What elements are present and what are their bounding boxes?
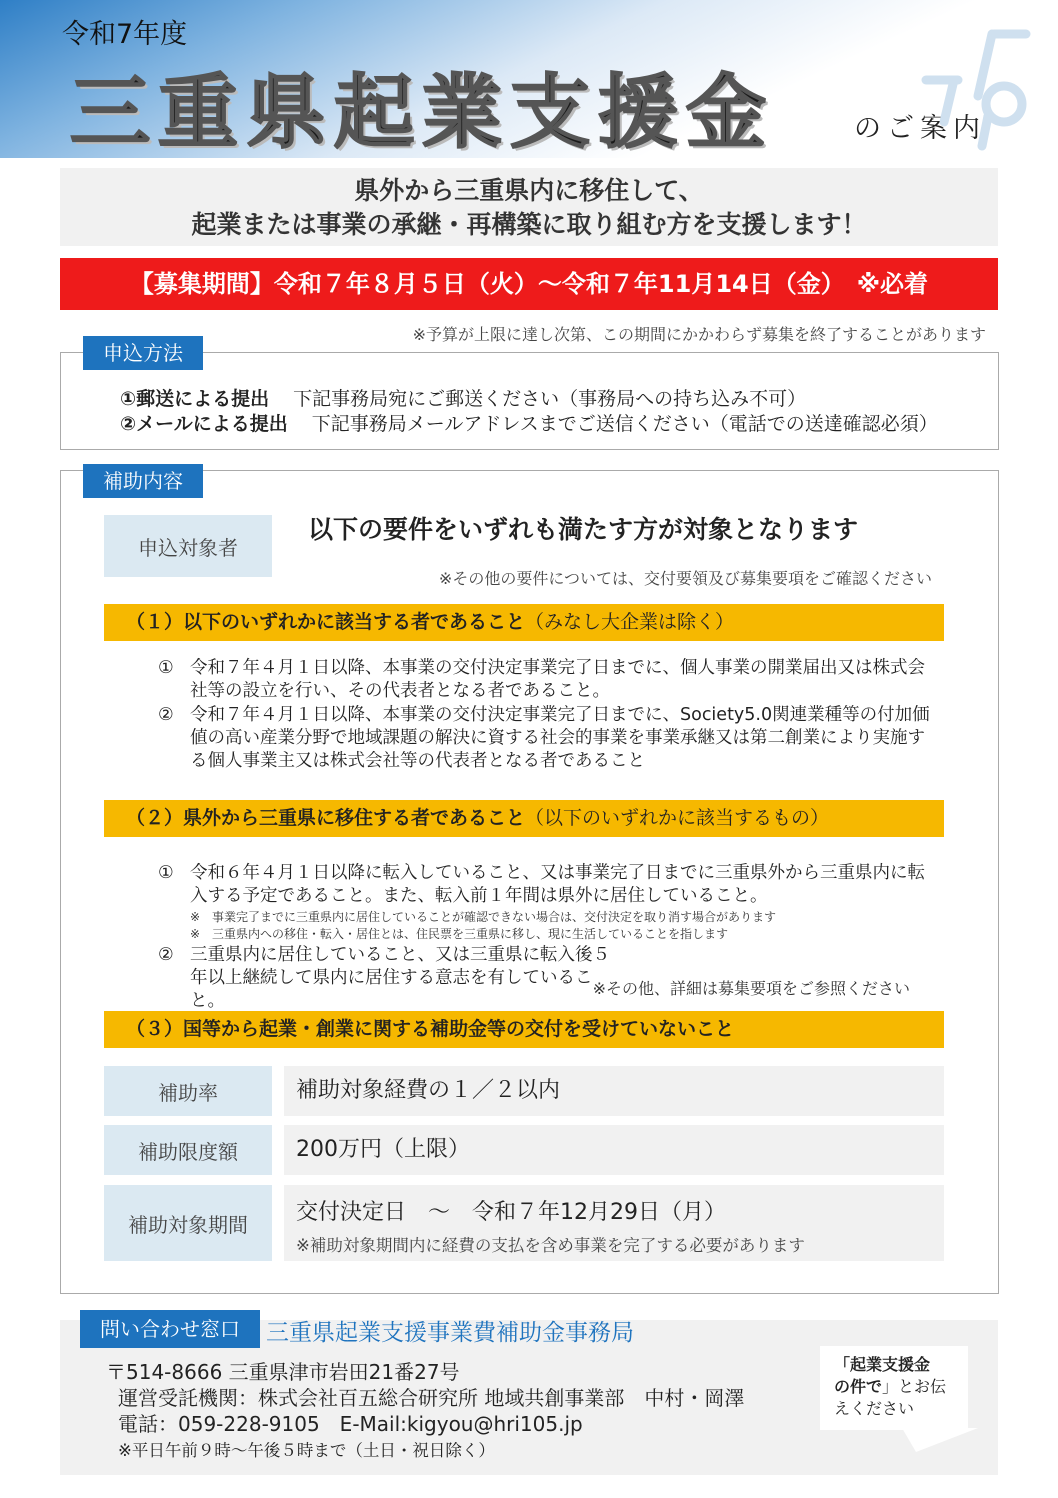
item-number: ② bbox=[158, 945, 174, 965]
apply-method-tab: 申込方法 bbox=[83, 336, 203, 370]
contact-office-name: 三重県起業支援事業費補助金事務局 bbox=[266, 1320, 634, 1346]
apply-method-text: 下記事務局メールアドレスまでご送信ください（電話での送達確認必須） bbox=[311, 413, 938, 435]
period-note: ※予算が上限に達し次第、この期間にかかわらず募集を終了することがあります bbox=[412, 325, 986, 344]
bubble-text-3: 」とお伝 bbox=[882, 1377, 947, 1396]
item-number: ① bbox=[158, 863, 174, 883]
subsidy-term-dates: 交付決定日 ～ 令和７年12月29日（月） bbox=[296, 1200, 726, 1225]
lead-message bbox=[60, 168, 998, 246]
bubble-text-4: えください bbox=[834, 1399, 915, 1418]
apply-method-text: 下記事務局宛にご郵送ください（事務局への持ち込み不可） bbox=[293, 388, 807, 410]
list-item bbox=[158, 862, 938, 908]
subsidy-term-value bbox=[284, 1185, 944, 1261]
apply-method-email bbox=[120, 409, 938, 436]
bubble-text-1: 「起業支援金 bbox=[834, 1355, 931, 1374]
contact-address: 〒514-8666 三重県津市岩田21番27号 bbox=[106, 1360, 460, 1384]
item-text: 令和７年４月１日以降、本事業の交付決定事業完了日までに、個人事業の開業届出又は株式会社等の設立を行い、その代表者となる者であること。 bbox=[190, 658, 925, 701]
contact-hours: ※平日午前９時～午後５時まで（土日・祝日除く） bbox=[118, 1441, 495, 1460]
subsidy-rate-label: 補助率 bbox=[104, 1066, 272, 1116]
subsidy-term-note: ※補助対象期間内に経費の支払を含め事業を完了する必要があります bbox=[296, 1236, 805, 1255]
item-text: 三重県内に居住していること、又は三重県に転入後５年以上継続して県内に居住する意志を有していること。 bbox=[190, 945, 610, 1011]
requirement-note: （以下のいずれかに該当するもの） bbox=[525, 807, 830, 829]
speech-bubble bbox=[820, 1346, 968, 1430]
apply-method-label: ①郵送による提出 bbox=[120, 388, 270, 410]
requirement-bold: （２）県外から三重県に移住する者であること bbox=[126, 807, 526, 829]
apply-method-mail bbox=[120, 384, 806, 411]
residence-note-1: ※ 事業完了までに三重県内に居住していることが確認できない場合は、交付決定を取り消す場合があります bbox=[190, 910, 777, 924]
item-text: 令和７年４月１日以降、本事業の交付決定事業完了日までに、Society5.0関連業種等の付加価値の高い産業分野で地域課題の解決に資する社会的事業を事業承継又は第二創業により実施する個人事業主又は株式会社等の代表者となる者であること bbox=[190, 705, 930, 771]
contact-operator: 運営受託機関：株式会社百五総合研究所 地域共創事業部 中村・岡澤 bbox=[118, 1386, 745, 1410]
target-note: ※その他の要件については、交付要領及び募集要項をご確認ください bbox=[438, 569, 932, 588]
subsidy-term-label: 補助対象期間 bbox=[104, 1185, 272, 1261]
subsidy-limit-label: 補助限度額 bbox=[104, 1125, 272, 1175]
speech-bubble-tail bbox=[902, 1428, 978, 1452]
item-text: 令和６年４月１日以降に転入していること、又は事業完了日までに三重県外から三重県内に転入する予定であること。また、転入前１年間は県外に居住していること。 bbox=[190, 863, 925, 906]
page-title: 三重県起業支援金 bbox=[70, 66, 774, 159]
subsidy-limit-value: 200万円（上限） bbox=[284, 1125, 944, 1175]
subsidy-tab: 補助内容 bbox=[83, 464, 203, 498]
reference-note: ※その他、詳細は募集要項をご参照ください bbox=[592, 979, 910, 998]
target-heading: 以下の要件をいずれも満たす方が対象となります bbox=[308, 515, 859, 544]
bubble-text-2: の件で bbox=[834, 1377, 883, 1396]
requirement-3-heading bbox=[104, 1011, 944, 1048]
requirement-bold: （１）以下のいずれかに該当する者であること bbox=[126, 611, 526, 633]
lead-line-2: 起業または事業の承継・再構築に取り組む方を支援します！ bbox=[191, 210, 867, 239]
subsidy-rate-value: 補助対象経費の１／２以内 bbox=[284, 1066, 944, 1116]
list-item bbox=[158, 704, 938, 773]
application-period-banner: 【募集期間】令和７年８月５日（火）～令和７年11月14日（金） ※必着 bbox=[60, 258, 998, 310]
requirement-1-heading bbox=[104, 604, 944, 641]
contact-tab: 問い合わせ窓口 bbox=[80, 1310, 260, 1348]
list-item bbox=[158, 657, 938, 703]
apply-method-label: ②メールによる提出 bbox=[120, 413, 288, 435]
item-number: ② bbox=[158, 705, 174, 725]
requirement-note: （みなし大企業は除く） bbox=[525, 611, 735, 633]
residence-note-2: ※ 三重県内への移住・転入・居住とは、住民票を三重県に移し、現に生活していることを指します bbox=[190, 927, 729, 941]
target-label: 申込対象者 bbox=[104, 515, 272, 577]
fiscal-year: 令和7年度 bbox=[62, 19, 188, 50]
requirement-2-heading bbox=[104, 800, 944, 837]
requirement-bold: （３）国等から起業・創業に関する補助金等の交付を受けていないこと bbox=[126, 1018, 735, 1040]
contact-phone-email[interactable]: 電話：059-228-9105 E-Mail:kigyou@hri105.jp bbox=[118, 1412, 583, 1436]
lead-line-1: 県外から三重県内に移住して、 bbox=[354, 176, 704, 205]
title-suffix: のご案内 bbox=[854, 113, 986, 144]
item-number: ① bbox=[158, 658, 174, 678]
decorative-logo-icon bbox=[918, 26, 1038, 152]
